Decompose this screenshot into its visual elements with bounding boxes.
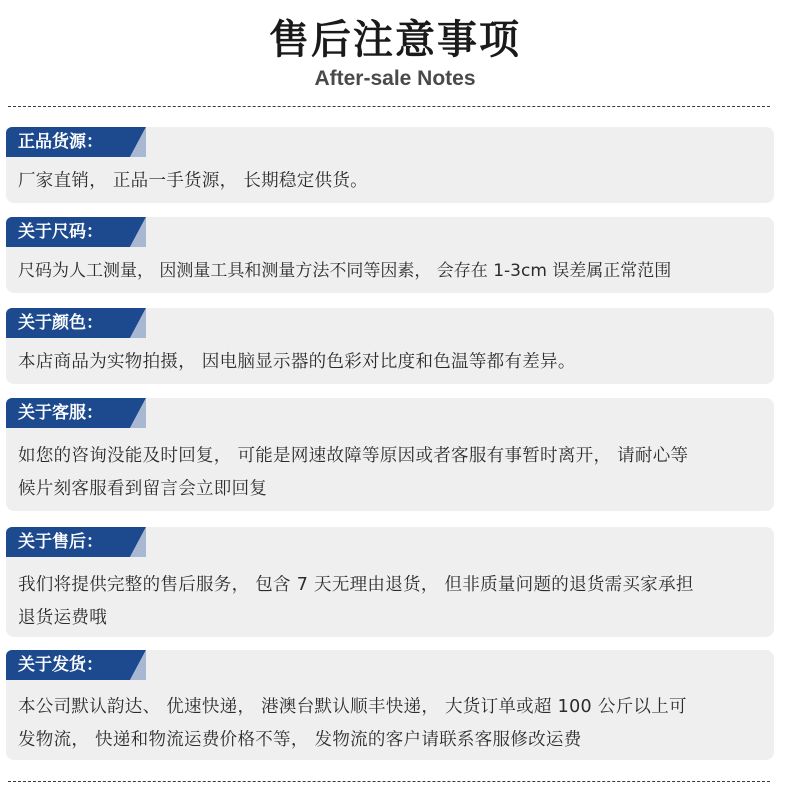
section-shipping: [6, 650, 774, 760]
text-line: 候片刻客服看到留言会立即回复: [18, 479, 268, 499]
tag-accent: [130, 217, 146, 247]
text-line: 本店商品为实物拍摄， 因电脑显示器的色彩对比度和色温等都有差异。: [18, 352, 576, 372]
section-text: [18, 691, 766, 757]
section-text: [18, 569, 766, 635]
text-line: 如您的咨询没能及时回复， 可能是网速故障等原因或者客服有事暂时离开， 请耐心等: [18, 446, 689, 466]
tag-accent: [130, 650, 146, 680]
text-line: 本公司默认韵达、 优速快递， 港澳台默认顺丰快递， 大货订单或超 100 公斤以上可: [18, 697, 687, 717]
section-tag: 关于售后：: [6, 527, 130, 557]
section-genuine-source: [6, 127, 774, 203]
section-tag: 关于颜色：: [6, 308, 130, 338]
section-text: [18, 346, 766, 379]
text-line: 我们将提供完整的售后服务， 包含 7 天无理由退货， 但非质量问题的退货需买家承担: [18, 575, 694, 595]
divider-top: [8, 106, 770, 107]
page-title: 售后注意事项: [269, 17, 521, 63]
section-after-sale: [6, 527, 774, 637]
section-text: [18, 440, 766, 506]
section-text: [18, 255, 766, 288]
section-text: [18, 165, 766, 198]
section-customer-service: [6, 398, 774, 511]
text-line: 发物流， 快递和物流运费价格不等， 发物流的客户请联系客服修改运费: [18, 730, 582, 750]
page-subtitle: After-sale Notes: [314, 67, 476, 90]
tag-accent: [130, 398, 146, 428]
section-tag: 正品货源：: [6, 127, 130, 157]
section-size: [6, 217, 774, 293]
section-tag: 关于尺码：: [6, 217, 130, 247]
text-line: 尺码为人工测量， 因测量工具和测量方法不同等因素， 会存在 1-3cm 误差属正常范围: [18, 261, 672, 281]
tag-accent: [130, 127, 146, 157]
divider-bottom: [8, 781, 770, 782]
section-tag: 关于客服：: [6, 398, 130, 428]
text-line: 厂家直销， 正品一手货源， 长期稳定供货。: [18, 171, 368, 191]
section-color: [6, 308, 774, 384]
tag-accent: [130, 308, 146, 338]
text-line: 退货运费哦: [18, 608, 107, 628]
section-tag: 关于发货：: [6, 650, 130, 680]
tag-accent: [130, 527, 146, 557]
